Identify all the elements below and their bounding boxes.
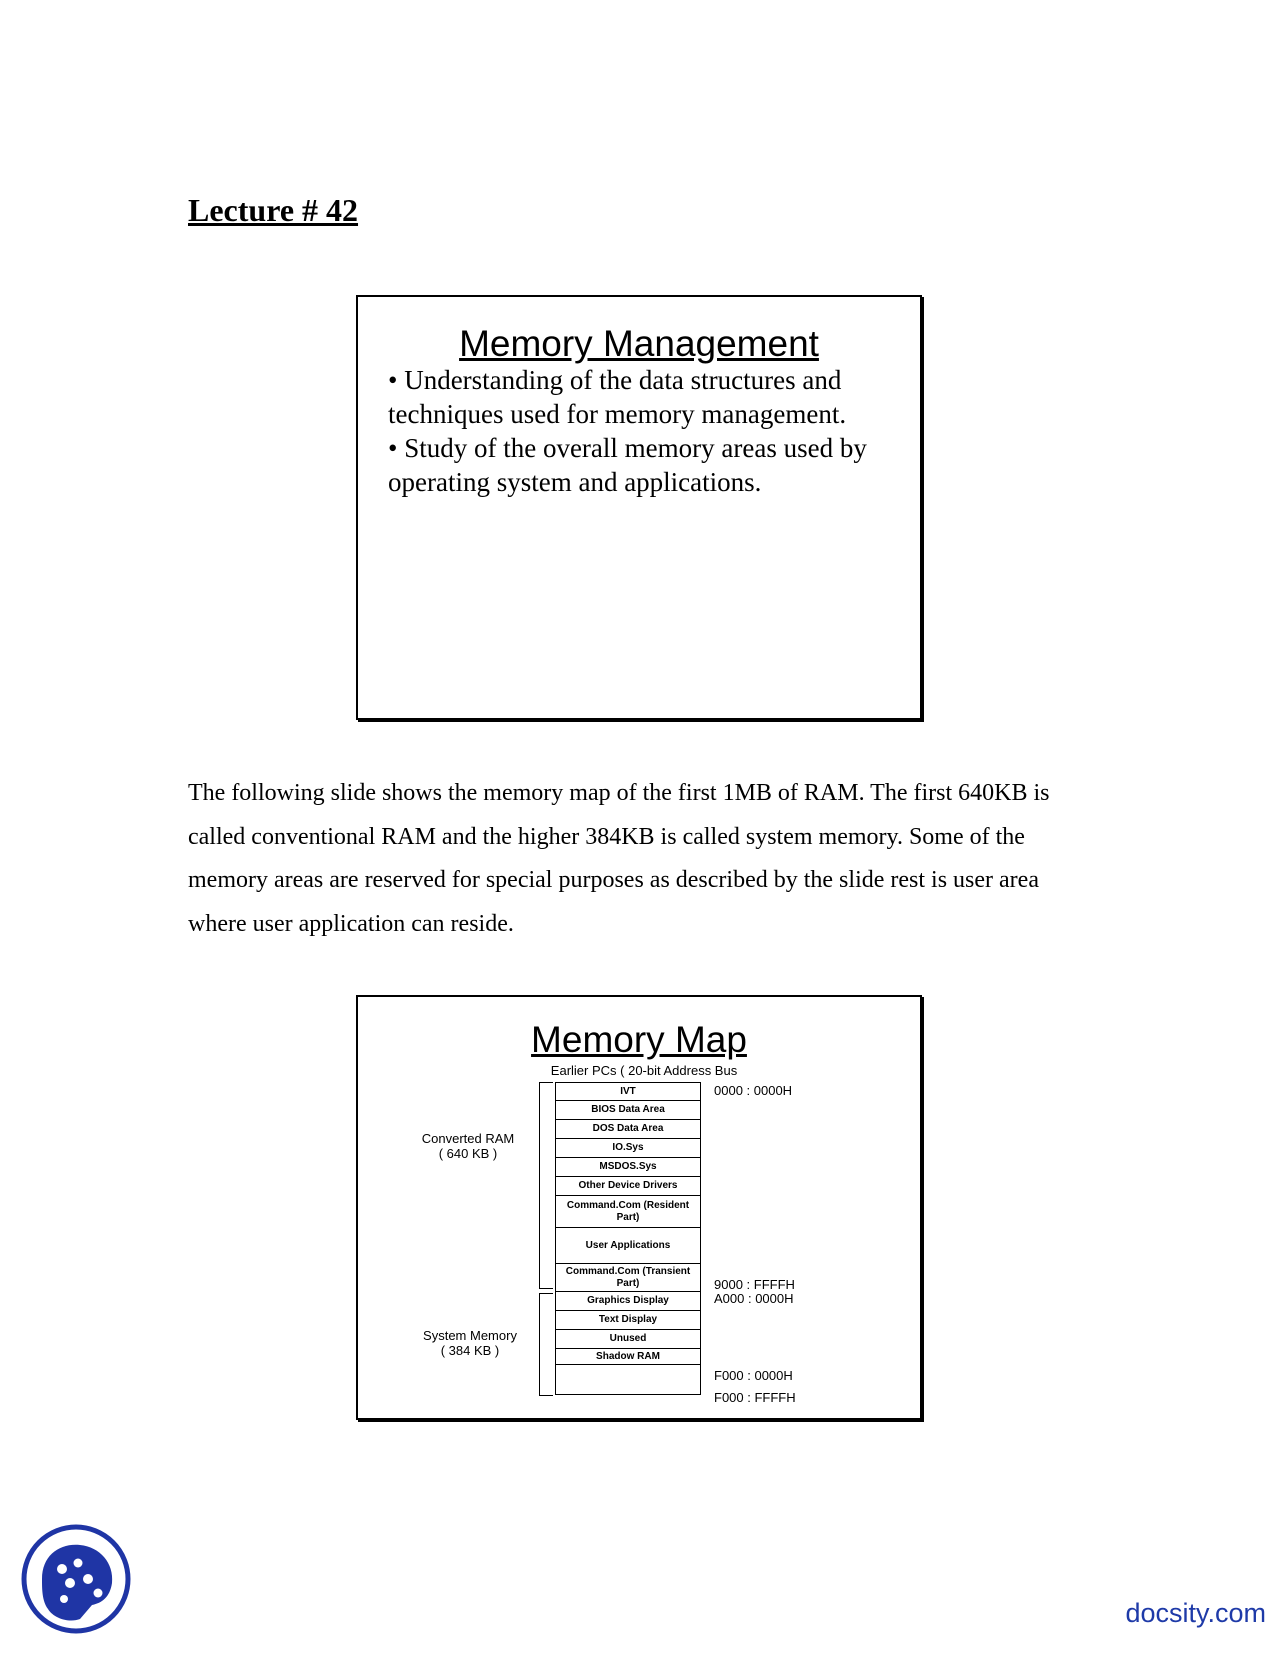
memory-row: Text Display [556,1311,700,1330]
memory-row [556,1365,700,1394]
memory-row: BIOS Data Area [556,1101,700,1120]
memory-row: Command.Com (Resident Part) [556,1196,700,1228]
conventional-ram-bracket [539,1082,553,1289]
address-label: 9000 : FFFFH [714,1277,795,1292]
system-memory-bracket [539,1293,553,1396]
address-label: F000 : 0000H [714,1368,793,1383]
system-memory-size: ( 384 KB ) [440,1343,500,1358]
slide2-title: Memory Map [531,1019,747,1060]
memory-row: Other Device Drivers [556,1177,700,1196]
memory-map-table [555,1082,701,1395]
lecture-heading: Lecture # 42 [188,192,359,228]
system-memory-name: System Memory [423,1328,517,1343]
memory-row: Shadow RAM [556,1349,700,1365]
docsity-brand-link[interactable]: docsity.com [1125,1598,1266,1628]
slide2-subtitle: Earlier PCs ( 20-bit Address Bus [550,1063,738,1078]
slide1-bullet: • Understanding of the data structures and techniques used for memory management. [388,365,847,429]
conventional-ram-label [408,1131,528,1161]
memory-row: DOS Data Area [556,1120,700,1139]
slide1-title: Memory Management [459,323,819,364]
memory-row: Command.Com (Transient Part) [556,1264,700,1292]
memory-row: MSDOS.Sys [556,1158,700,1177]
docsity-logo-icon [20,1523,132,1635]
body-paragraph: The following slide shows the memory map of the first 1MB of RAM. The first 640KB is called conventional RAM and the higher 384KB is called system memory. Some of the memory areas are reserved for special purposes as described by the slide rest is user area where user application can reside. [188,780,1050,937]
memory-row: IVT [556,1083,700,1101]
memory-row: User Applications [556,1228,700,1264]
conventional-ram-size: ( 640 KB ) [438,1146,498,1161]
system-memory-label [410,1328,530,1358]
memory-map-slide [356,995,922,1420]
address-label: A000 : 0000H [714,1291,794,1306]
memory-row: Unused [556,1330,700,1349]
slide1-bullet-list [388,363,900,499]
address-label: 0000 : 0000H [714,1083,793,1098]
memory-row: Graphics Display [556,1292,700,1311]
slide1-bullet: • Study of the overall memory areas used by operating system and applications. [388,433,867,497]
memory-management-slide [356,295,922,720]
conventional-ram-name: Converted RAM [421,1131,515,1146]
memory-row: IO.Sys [556,1139,700,1158]
address-label: F000 : FFFFH [714,1390,796,1405]
